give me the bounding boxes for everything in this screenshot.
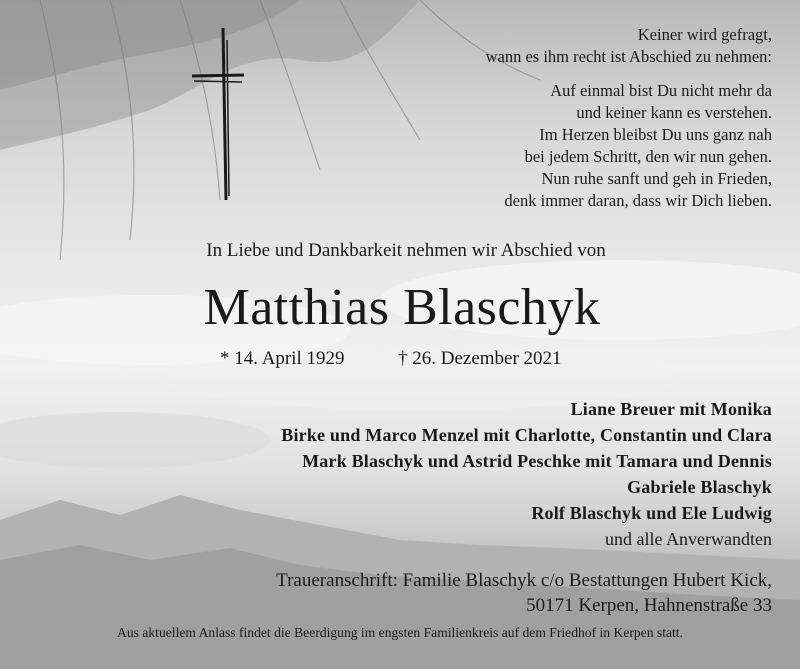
relatives-line: und alle Anverwandten bbox=[605, 529, 772, 549]
family-list bbox=[281, 396, 772, 552]
poem-line: bei jedem Schritt, den wir nun gehen. bbox=[524, 147, 772, 166]
deceased-name: Matthias Blaschyk bbox=[203, 279, 601, 336]
address-line-1: Traueranschrift: Familie Blaschyk c/o Bestattungen Hubert Kick, bbox=[276, 570, 772, 591]
farewell-intro bbox=[0, 240, 800, 262]
funeral-notice-footer: Aus aktuellem Anlass findet die Beerdigung im engsten Familienkreis auf dem Friedhof in Kerpen statt. bbox=[117, 625, 683, 640]
poem-line: Keiner wird gefragt, bbox=[637, 25, 772, 44]
poem-line: Auf einmal bist Du nicht mehr da bbox=[550, 81, 772, 100]
mourning-address bbox=[276, 568, 772, 618]
poem-stanza-1 bbox=[486, 24, 772, 68]
poem-line: wann es ihm recht ist Abschied zu nehmen: bbox=[485, 47, 772, 66]
family-member-line: Birke und Marco Menzel mit Charlotte, Constantin und Clara bbox=[281, 425, 772, 445]
birth-date: * 14. April 1929 bbox=[220, 348, 345, 369]
poem-stanza-2 bbox=[486, 80, 772, 212]
poem-line: Nun ruhe sanft und geh in Frieden, bbox=[541, 169, 772, 188]
family-member-line: Rolf Blaschyk und Ele Ludwig bbox=[531, 503, 772, 523]
death-date: † 26. Dezember 2021 bbox=[398, 348, 562, 369]
poem-line: Im Herzen bleibst Du uns ganz nah bbox=[539, 125, 772, 144]
family-member-line: Liane Breuer mit Monika bbox=[570, 399, 772, 419]
poem-line: denk immer daran, dass wir Dich lieben. bbox=[504, 191, 772, 210]
farewell-intro-text: In Liebe und Dankbarkeit nehmen wir Abschied von bbox=[206, 240, 606, 261]
cross-icon bbox=[190, 26, 246, 202]
family-member-line: Gabriele Blaschyk bbox=[627, 477, 772, 497]
family-member-line: Mark Blaschyk und Astrid Peschke mit Tamara und Dennis bbox=[302, 451, 772, 471]
poem bbox=[486, 24, 772, 212]
address-line-2: 50171 Kerpen, Hahnenstraße 33 bbox=[526, 595, 772, 616]
poem-line: und keiner kann es verstehen. bbox=[576, 103, 772, 122]
